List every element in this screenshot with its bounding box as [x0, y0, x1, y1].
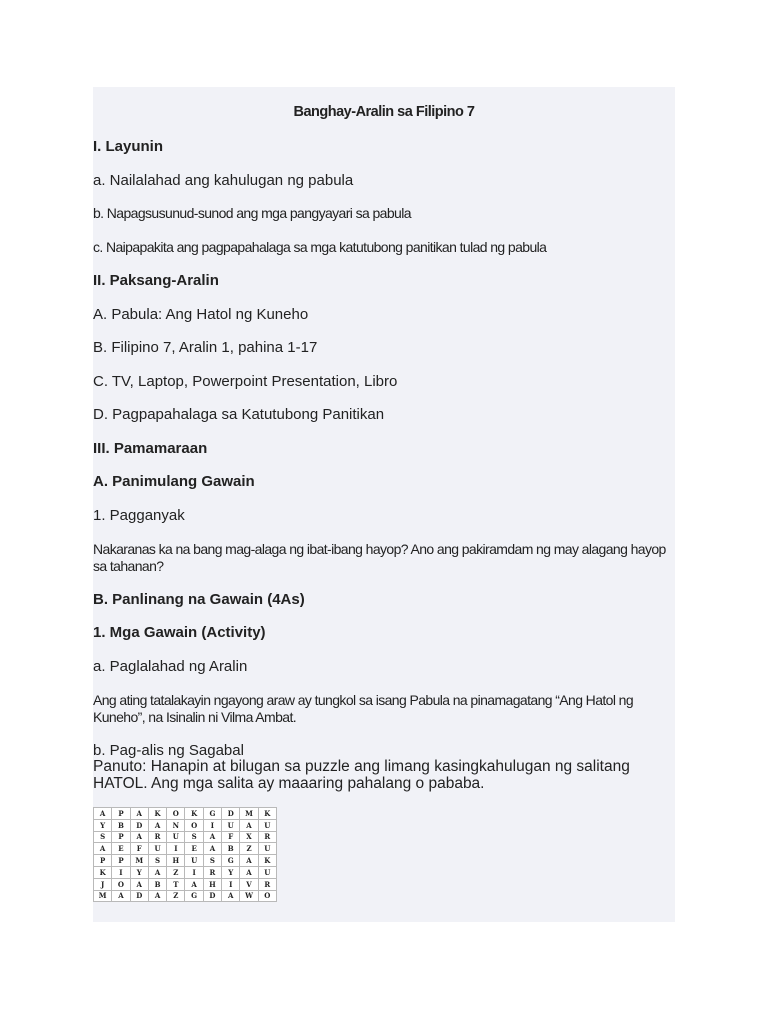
puzzle-cell: V	[240, 878, 258, 890]
layunin-heading: I. Layunin	[93, 138, 164, 155]
puzzle-cell: U	[258, 819, 276, 831]
puzzle-cell: A	[148, 890, 166, 902]
paksang-aralin-item-a: A. Pabula: Ang Hatol ng Kuneho	[93, 306, 309, 323]
layunin-item-a: a. Nailalahad ang kahulugan ng pabula	[93, 172, 354, 189]
puzzle-cell: I	[167, 843, 185, 855]
puzzle-cell: A	[112, 890, 130, 902]
puzzle-cell: R	[203, 866, 221, 878]
puzzle-cell: P	[94, 855, 112, 867]
puzzle-cell: D	[130, 819, 148, 831]
puzzle-cell: K	[258, 808, 276, 820]
puzzle-cell: A	[130, 831, 148, 843]
paglalahad-text: Ang ating tatalakayin ngayong araw ay tungkol sa isang Pabula na pinamagatang “Ang Hatol ng Kuneho”, na Isinalin ni Vilma Ambat.	[93, 692, 634, 725]
puzzle-cell: S	[185, 831, 203, 843]
paglalahad-heading: a. Paglalahad ng Aralin	[93, 658, 248, 675]
puzzle-cell: D	[203, 890, 221, 902]
document-title: Banghay-Aralin sa Filipino 7	[293, 104, 475, 120]
puzzle-cell: H	[203, 878, 221, 890]
puzzle-row	[94, 878, 277, 890]
puzzle-cell: E	[185, 843, 203, 855]
pagganyak-heading: 1. Pagganyak	[93, 507, 185, 524]
puzzle-cell: O	[112, 878, 130, 890]
pag-alis-heading: b. Pag-alis ng Sagabal	[93, 742, 244, 759]
puzzle-cell: N	[167, 819, 185, 831]
puzzle-cell: S	[203, 855, 221, 867]
puzzle-row	[94, 819, 277, 831]
puzzle-cell: G	[203, 808, 221, 820]
panlinang-gawain-heading: B. Panlinang na Gawain (4As)	[93, 591, 305, 608]
puzzle-cell: K	[185, 808, 203, 820]
puzzle-row	[94, 808, 277, 820]
puzzle-cell: T	[167, 878, 185, 890]
puzzle-cell: I	[222, 878, 240, 890]
puzzle-cell: Y	[222, 866, 240, 878]
puzzle-row	[94, 831, 277, 843]
puzzle-cell: X	[240, 831, 258, 843]
puzzle-cell: M	[130, 855, 148, 867]
puzzle-cell: G	[222, 855, 240, 867]
puzzle-cell: F	[222, 831, 240, 843]
paksang-aralin-item-c: C. TV, Laptop, Powerpoint Presentation, Libro	[93, 373, 398, 390]
panuto-text: Panuto: Hanapin at bilugan sa puzzle ang limang kasingkahulugan ng salitang HATOL. Ang mga salita ay maaaring pahalang o pababa.	[93, 758, 630, 792]
puzzle-cell: U	[258, 866, 276, 878]
puzzle-cell: U	[258, 843, 276, 855]
puzzle-cell: B	[222, 843, 240, 855]
paksang-aralin-item-d: D. Pagpapahalaga sa Katutubong Panitikan	[93, 406, 385, 423]
puzzle-cell: S	[94, 831, 112, 843]
puzzle-row	[94, 866, 277, 878]
puzzle-cell: K	[94, 866, 112, 878]
puzzle-cell: P	[112, 831, 130, 843]
puzzle-cell: U	[222, 819, 240, 831]
puzzle-cell: I	[185, 866, 203, 878]
puzzle-cell: G	[185, 890, 203, 902]
puzzle-cell: U	[167, 831, 185, 843]
puzzle-cell: B	[112, 819, 130, 831]
puzzle-cell: J	[94, 878, 112, 890]
puzzle-cell: O	[167, 808, 185, 820]
paksang-aralin-heading: II. Paksang-Aralin	[93, 272, 219, 289]
puzzle-cell: U	[148, 843, 166, 855]
puzzle-cell: D	[130, 890, 148, 902]
puzzle-cell: R	[148, 831, 166, 843]
activity-heading: 1. Mga Gawain (Activity)	[93, 624, 266, 641]
puzzle-cell: A	[130, 808, 148, 820]
puzzle-row	[94, 855, 277, 867]
paksang-aralin-item-b: B. Filipino 7, Aralin 1, pahina 1-17	[93, 339, 318, 356]
puzzle-cell: O	[258, 890, 276, 902]
puzzle-cell: A	[185, 878, 203, 890]
puzzle-cell: I	[203, 819, 221, 831]
puzzle-cell: A	[148, 819, 166, 831]
puzzle-cell: A	[130, 878, 148, 890]
puzzle-cell: A	[240, 819, 258, 831]
puzzle-cell: P	[112, 855, 130, 867]
puzzle-cell: Y	[130, 866, 148, 878]
puzzle-cell: M	[240, 808, 258, 820]
puzzle-cell: K	[148, 808, 166, 820]
puzzle-cell: B	[148, 878, 166, 890]
puzzle-cell: Z	[167, 866, 185, 878]
puzzle-cell: M	[94, 890, 112, 902]
puzzle-cell: S	[148, 855, 166, 867]
puzzle-cell: R	[258, 831, 276, 843]
puzzle-cell: D	[222, 808, 240, 820]
pamamaraan-heading: III. Pamamaraan	[93, 440, 208, 457]
puzzle-cell: A	[203, 831, 221, 843]
puzzle-cell: O	[185, 819, 203, 831]
puzzle-cell: A	[222, 890, 240, 902]
layunin-item-c: c. Naipapakita ang pagpapahalaga sa mga katutubong panitikan tulad ng pabula	[93, 239, 547, 255]
pagganyak-text: Nakaranas ka na bang mag-alaga ng ibat-ibang hayop? Ano ang pakiramdam ng may alagang hayop sa tahanan?	[93, 541, 666, 574]
layunin-item-b: b. Napagsusunud-sunod ang mga pangyayari sa pabula	[93, 205, 411, 221]
puzzle-cell: A	[203, 843, 221, 855]
panimulang-gawain-heading: A. Panimulang Gawain	[93, 473, 255, 490]
puzzle-cell: E	[112, 843, 130, 855]
puzzle-cell: A	[94, 843, 112, 855]
puzzle-cell: Z	[167, 890, 185, 902]
word-search-puzzle	[93, 807, 277, 902]
puzzle-cell: Y	[94, 819, 112, 831]
puzzle-cell: A	[94, 808, 112, 820]
puzzle-cell: H	[167, 855, 185, 867]
puzzle-cell: R	[258, 878, 276, 890]
puzzle-cell: K	[258, 855, 276, 867]
puzzle-cell: Z	[240, 843, 258, 855]
puzzle-cell: A	[240, 855, 258, 867]
puzzle-cell: A	[148, 866, 166, 878]
puzzle-row	[94, 843, 277, 855]
puzzle-cell: W	[240, 890, 258, 902]
puzzle-cell: P	[112, 808, 130, 820]
puzzle-cell: F	[130, 843, 148, 855]
puzzle-cell: A	[240, 866, 258, 878]
document-page	[93, 87, 675, 922]
puzzle-row	[94, 890, 277, 902]
puzzle-cell: I	[112, 866, 130, 878]
puzzle-cell: U	[185, 855, 203, 867]
